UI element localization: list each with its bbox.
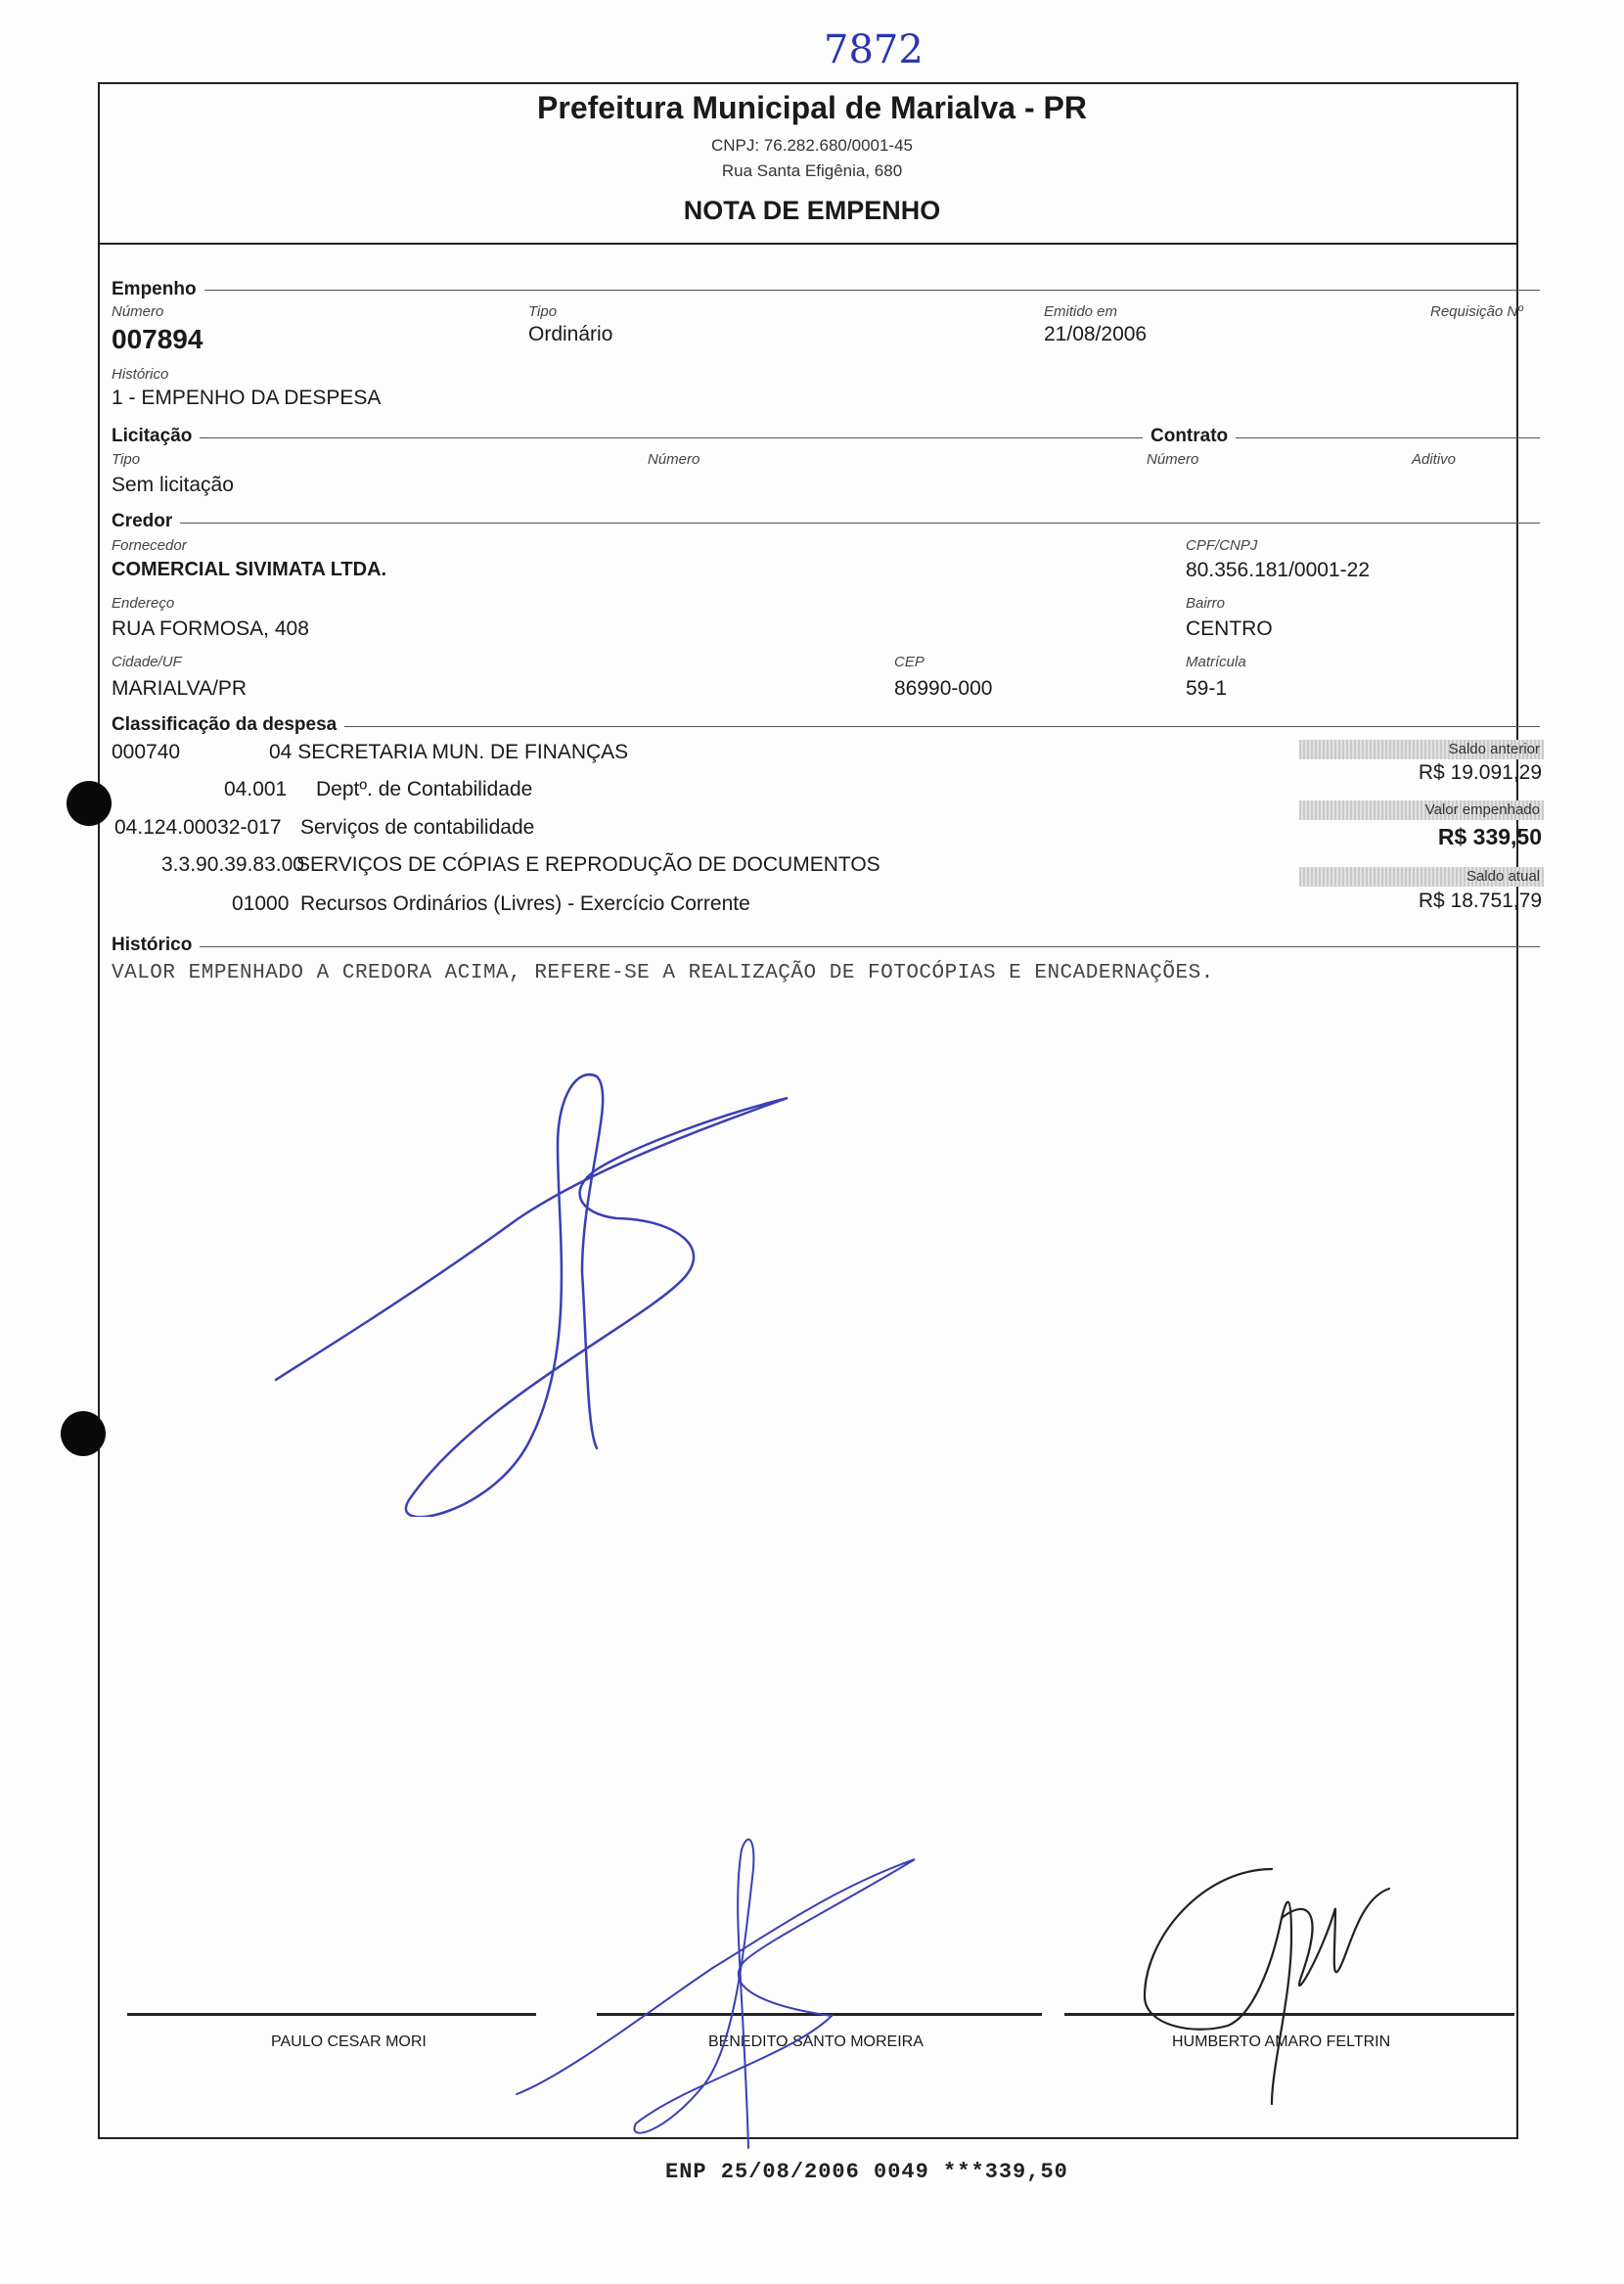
class-text: Recursos Ordinários (Livres) - Exercício Corrente <box>300 892 750 915</box>
cidade-value: MARIALVA/PR <box>112 677 248 700</box>
historico-rule <box>112 946 1540 947</box>
signature-scribble <box>264 1057 812 1517</box>
fornecedor-name: COMERCIAL SIVIMATA LTDA. <box>112 559 387 580</box>
endereco-value: RUA FORMOSA, 408 <box>112 617 309 640</box>
endereco-label: Endereço <box>112 595 175 612</box>
doc-title: NOTA DE EMPENHO <box>683 196 941 225</box>
emitido-date: 21/08/2006 <box>1044 323 1148 345</box>
section-classificacao: Classificação da despesa <box>112 714 344 736</box>
class-code: 04.001 <box>224 778 288 800</box>
page-title: Prefeitura Municipal de Marialva - PR <box>537 90 1087 125</box>
section-credor: Credor <box>112 511 180 532</box>
signatory-name: HUMBERTO AMARO FELTRIN <box>1172 2033 1391 2050</box>
licitacao-tipo-label: Tipo <box>112 451 141 468</box>
historico-label: Histórico <box>112 366 169 383</box>
cidade-label: Cidade/UF <box>112 654 182 670</box>
class-code: 01000 <box>232 892 290 915</box>
class-text: Deptº. de Contabilidade <box>316 778 533 800</box>
credor-rule <box>112 523 1540 524</box>
bairro-value: CENTRO <box>1186 617 1273 640</box>
class-code: 3.3.90.39.83.00 <box>161 853 304 876</box>
empenho-tipo: Ordinário <box>528 323 613 345</box>
valor-empenhado-value: R$ 339,50 <box>1437 824 1542 849</box>
section-contrato: Contrato <box>1143 426 1236 447</box>
class-text: Serviços de contabilidade <box>300 816 535 839</box>
class-text: 04 SECRETARIA MUN. DE FINANÇAS <box>269 741 629 763</box>
section-historico: Histórico <box>112 935 200 956</box>
tipo-label: Tipo <box>528 303 558 320</box>
binder-hole <box>61 1411 106 1456</box>
historico-text: VALOR EMPENHADO A CREDORA ACIMA, REFERE-SE A REALIZAÇÃO DE FOTOCÓPIAS E ENCADERNAÇÕES. <box>112 962 1214 984</box>
fornecedor-label: Fornecedor <box>112 537 187 554</box>
emitido-label: Emitido em <box>1044 303 1118 320</box>
empenho-rule <box>112 290 1540 291</box>
class-code: 000740 <box>112 741 181 763</box>
signature-scribble <box>509 1830 929 2153</box>
licitacao-tipo: Sem licitação <box>112 474 234 496</box>
saldo-anterior-value: R$ 19.091,29 <box>1418 761 1542 784</box>
cpf-value: 80.356.181/0001-22 <box>1186 559 1371 581</box>
handwritten-number: 7872 <box>824 27 924 72</box>
saldo-atual-value: R$ 18.751,79 <box>1418 890 1542 912</box>
cpf-label: CPF/CNPJ <box>1186 537 1258 554</box>
signature-scribble <box>1135 1840 1428 2114</box>
saldo-atual-label: Saldo atual <box>1299 867 1544 887</box>
cep-label: CEP <box>894 654 925 670</box>
numero-label: Número <box>112 303 164 320</box>
footer-stamp: ENP 25/08/2006 0049 ***339,50 <box>665 2160 1068 2184</box>
requisicao-label: Requisição Nº <box>1430 303 1523 320</box>
class-text: SERVIÇOS DE CÓPIAS E REPRODUÇÃO DE DOCUMENTOS <box>296 853 880 876</box>
signatory-name: PAULO CESAR MORI <box>271 2033 427 2050</box>
matricula-label: Matrícula <box>1186 654 1246 670</box>
empenho-historico: 1 - EMPENHO DA DESPESA <box>112 387 382 409</box>
cnpj-line: CNPJ: 76.282.680/0001-45 <box>710 136 914 155</box>
saldo-anterior-label: Saldo anterior <box>1299 740 1544 759</box>
licitacao-rule <box>112 437 1540 438</box>
header-divider <box>98 243 1516 245</box>
signature-line <box>127 2013 536 2016</box>
address-line: Rua Santa Efigênia, 680 <box>721 161 903 180</box>
signatory-name: BENEDITO SANTO MOREIRA <box>708 2033 924 2050</box>
licitacao-numero-label: Número <box>648 451 700 468</box>
section-licitacao: Licitação <box>112 426 200 447</box>
bairro-label: Bairro <box>1186 595 1226 612</box>
aditivo-label: Aditivo <box>1412 451 1457 468</box>
section-empenho: Empenho <box>112 279 204 300</box>
valor-empenhado-label: Valor empenhado <box>1299 800 1544 820</box>
cep-value: 86990-000 <box>894 677 993 700</box>
empenho-numero: 007894 <box>112 324 203 354</box>
class-code: 04.124.00032-017 <box>114 816 282 839</box>
matricula-value: 59-1 <box>1186 677 1228 700</box>
contrato-numero-label: Número <box>1147 451 1199 468</box>
binder-hole <box>67 781 112 826</box>
